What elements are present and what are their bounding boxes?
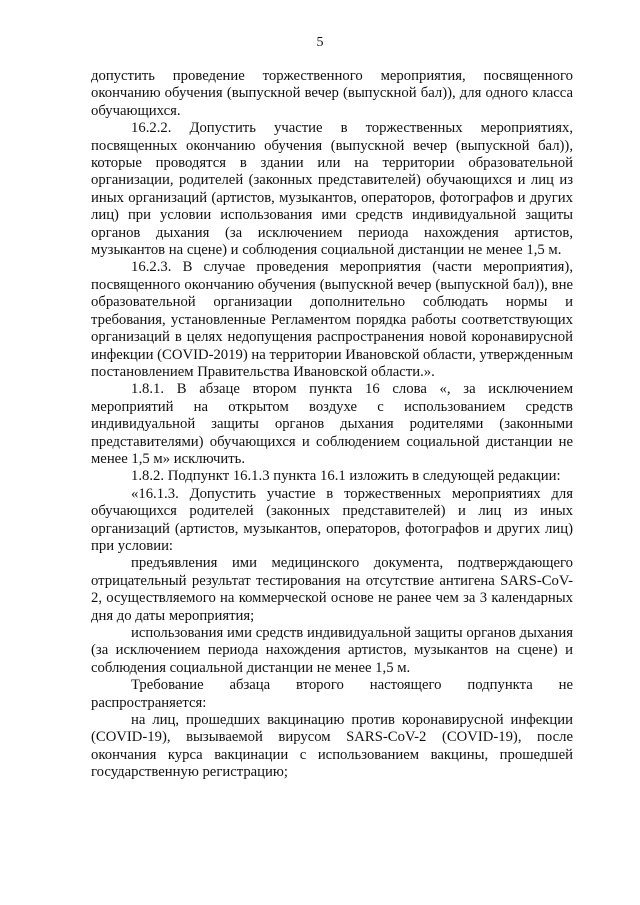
paragraph-16-2-2: 16.2.2. Допустить участие в торжественных мероприятиях, посвященных окончанию обучения (выпускной вечер (выпускной бал)), которые проводятся в здании или на территории образовательной организации, родителей (законных представителей) обучающихся и лиц из иных организаций (артистов, музыкантов, операторов, фотографов и других лиц) при условии использования ими средств индивидуальной защиты органов дыхания (за исключением периода нахождения артистов, музыкантов на сцене) и соблюдения социальной дистанции не менее 1,5 м. [91,120,573,259]
paragraph-1-8-1: 1.8.1. В абзаце втором пункта 16 слова «, за исключением мероприятий на открытом воздухе с использованием средств индивидуальной защиты органов дыхания родителями (законными представителями) обучающихся и соблюдением социальной дистанции не менее 1,5 м» исключить. [91,381,573,467]
paragraph-condition-protection: использования ими средств индивидуальной защиты органов дыхания (за исключением периода нахождения артистов, музыкантов на сцене) и соблюдения социальной дистанции не менее 1,5 м. [91,625,573,676]
paragraph-requirement: Требование абзаца второго настоящего подпункта не распространяется: [91,677,573,711]
paragraph-16-2-3: 16.2.3. В случае проведения мероприятия (части мероприятия), посвященного окончанию обучения (выпускной вечер (выпускной бал)), вне образовательной организации дополнительно соблюдать нормы и требования, установленные Регламентом порядка работы соответствующих организаций в целях недопущения распространения новой коронавирусной инфекции (COVID-2019) на территории Ивановской области, утвержденным постановлением Правительства Ивановской области.». [91,259,573,380]
paragraph-vaccinated: на лиц, прошедших вакцинацию против коронавирусной инфекции (COVID-19), вызываемой вирусом SARS-CoV-2 (COVID-19), после окончания курса вакцинации с использованием вакцины, прошедшей государственную регистрацию; [91,712,573,781]
paragraph-continuation: допустить проведение торжественного мероприятия, посвященного окончанию обучения (выпускной вечер (выпускной бал)), для одного класса обучающихся. [91,68,573,119]
paragraph-1-8-2: 1.8.2. Подпункт 16.1.3 пункта 16.1 изложить в следующей редакции: [131,468,561,485]
paragraph-condition-test: предъявления ими медицинского документа, подтверждающего отрицательный результат тестирования на отсутствие антигена SARS-CoV-2, осуществляемого на коммерческой основе не ранее чем за 3 календарных дня до даты мероприятия; [91,555,573,624]
paragraph-16-1-3: «16.1.3. Допустить участие в торжественных мероприятиях для обучающихся родителей (законных представителей) и лиц из иных организаций (артистов, музыкантов, операторов, фотографов и других лиц) при условии: [91,485,573,554]
page-number: 5 [316,35,324,50]
document-body [91,68,573,782]
